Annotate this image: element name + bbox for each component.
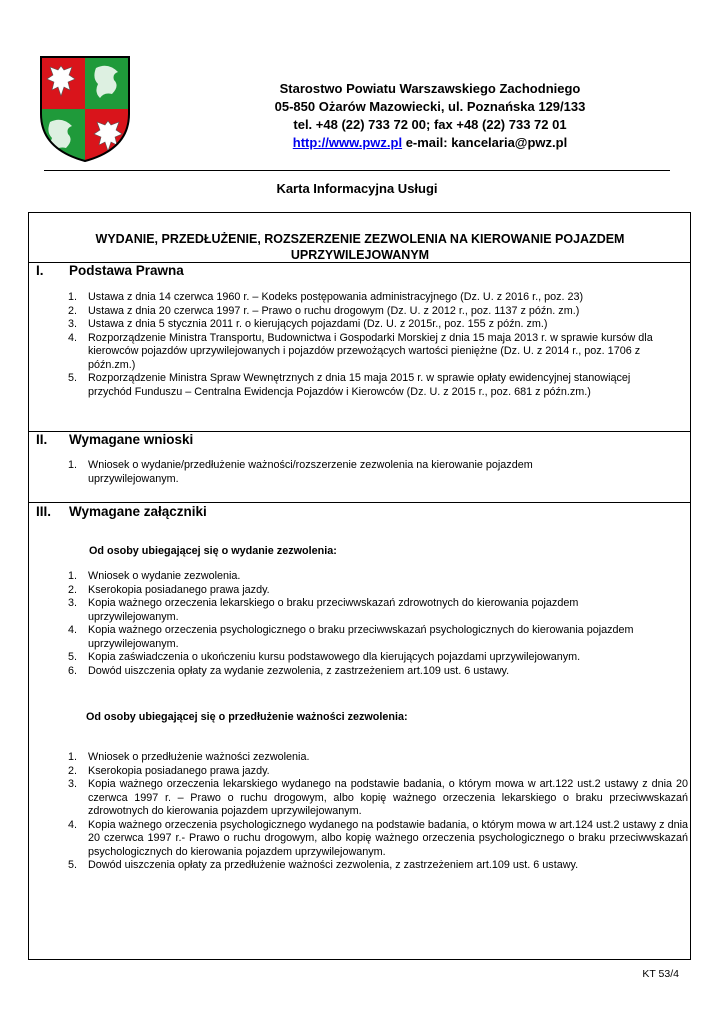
office-address: 05-850 Ożarów Mazowiecki, ul. Poznańska 129/133 — [274, 99, 586, 114]
header-divider — [44, 170, 670, 171]
office-phone-fax: tel. +48 (22) 733 72 00; fax +48 (22) 733 72 01 — [293, 117, 567, 132]
section-number: II. — [36, 432, 48, 447]
section-number: III. — [36, 504, 52, 519]
office-name: Starostwo Powiatu Warszawskiego Zachodniego — [279, 81, 581, 96]
section-divider — [28, 502, 691, 503]
section-2-heading — [36, 432, 193, 447]
service-title: WYDANIE, PRZEDŁUŻENIE, ROZSZERZENIE ZEZWOLENIA NA KIEROWANIE POJAZDEM UPRZYWILEJOWANYM — [95, 232, 625, 262]
card-title: Karta Informacyjna Usługi — [276, 181, 438, 196]
list-item: 5. Rozporządzenie Ministra Spraw Wewnętrznych z dnia 15 maja 2015 r. w sprawie opłaty ewidencyjnej stanowiącej przychód Funduszu – Centralna Ewidencja Pojazdów i Kierowców (Dz. U. z 2015 r., poz. 681 z późn.zm.) — [68, 372, 631, 398]
list-item: 5. Dowód uiszczenia opłaty za przedłużenie ważności zezwolenia, z zastrzeżeniem art.109 ust. 6 ustawy. — [68, 859, 579, 871]
list-item: 4. Kopia ważnego orzeczenia psychologicznego wydanego na podstawie badania, o którym mowa w art.124 ust.2 ustawy z dnia 20 czerwca 1997 r.- Prawo o ruchu drogowym, albo kopię ważnego orzeczenia psychologicznego o braku przeciwwskazań psychologicznych do kierowania pojazdem uprzywilejowanym. — [68, 818, 688, 858]
issue-attachments-list — [68, 570, 668, 678]
required-applications-list — [68, 459, 588, 486]
list-item: 4. Kopia ważnego orzeczenia psychologicznego o braku przeciwwskazań psychologicznych do kierowania pojazdem uprzywilejowanym. — [68, 624, 634, 650]
list-item: 3. Kopia ważnego orzeczenia lekarskiego wydanego na podstawie badania, o którym mowa w art.122 ust.2 ustawy z dnia 20 czerwca 1997 r. – Prawo o ruchu drogowym, albo kopię ważnego orzeczenia lekarskiego o braku przeciwwskazań zdrowotnych do kierowania pojazdem uprzywilejowanym. — [68, 778, 688, 817]
legal-basis-list — [68, 291, 668, 399]
list-item: 6. Dowód uiszczenia opłaty za wydanie zezwolenia, z zastrzeżeniem art.109 ust. 6 ustawy. — [68, 664, 510, 677]
section-title: Podstawa Prawna — [69, 263, 184, 278]
office-email: e-mail: kancelaria@pwz.pl — [405, 135, 568, 150]
section-3-heading — [36, 504, 207, 519]
list-item: 1. Wniosek o wydanie/przedłużenie ważności/rozszerzenie zezwolenia na kierowanie pojazdem uprzywilejowanym. — [68, 459, 533, 485]
list-item: 2. Ustawa z dnia 20 czerwca 1997 r. – Prawo o ruchu drogowym (Dz. U. z 2012 r., poz. 1137 z późn. zm.) — [68, 304, 580, 317]
renewal-attachments-heading: Od osoby ubiegającej się o przedłużenie ważności zezwolenia: — [86, 711, 408, 723]
list-item: 1. Wniosek o wydanie zezwolenia. — [68, 570, 241, 582]
section-title: Wymagane wnioski — [69, 432, 194, 447]
office-header — [200, 80, 660, 152]
renewal-attachments-list — [68, 751, 688, 873]
list-item: 2. Kserokopia posiadanego prawa jazdy. — [68, 583, 270, 596]
section-1-heading — [36, 263, 184, 278]
list-item: 5. Kopia zaświadczenia o ukończeniu kursu podstawowego dla kierujących pojazdami uprzywilejowanym. — [68, 651, 581, 663]
coat-of-arms-logo — [38, 54, 132, 164]
office-contact — [200, 134, 660, 152]
issue-attachments-heading: Od osoby ubiegającej się o wydanie zezwolenia: — [89, 545, 337, 557]
document-code: KT 53/4 — [642, 968, 679, 980]
section-number: I. — [36, 263, 44, 278]
list-item: 3. Ustawa z dnia 5 stycznia 2011 r. o kierujących pojazdami (Dz. U. z 2015r., poz. 155 z późn. zm.) — [68, 318, 548, 330]
list-item: 3. Kopia ważnego orzeczenia lekarskiego o braku przeciwwskazań zdrowotnych do kierowania pojazdem uprzywilejowanym. — [68, 597, 579, 623]
list-item: 1. Wniosek o przedłużenie ważności zezwolenia. — [68, 751, 310, 763]
section-title: Wymagane załączniki — [69, 504, 207, 519]
website-link[interactable]: http://www.pwz.pl — [292, 135, 403, 150]
list-item: 4. Rozporządzenie Ministra Transportu, Budownictwa i Gospodarki Morskiej z dnia 15 maja 2013 r. w sprawie kursów dla kierowców pojazdów uprzywilejowanych i pojazdów przewożących wartości pieniężne (Dz. U. z 2014 r., poz. 1706 z późn.zm.) — [68, 331, 653, 371]
list-item: 2. Kserokopia posiadanego prawa jazdy. — [68, 764, 270, 777]
list-item: 1. Ustawa z dnia 14 czerwca 1960 r. – Kodeks postępowania administracyjnego (Dz. U. z 2016 r., poz. 23) — [68, 291, 584, 303]
